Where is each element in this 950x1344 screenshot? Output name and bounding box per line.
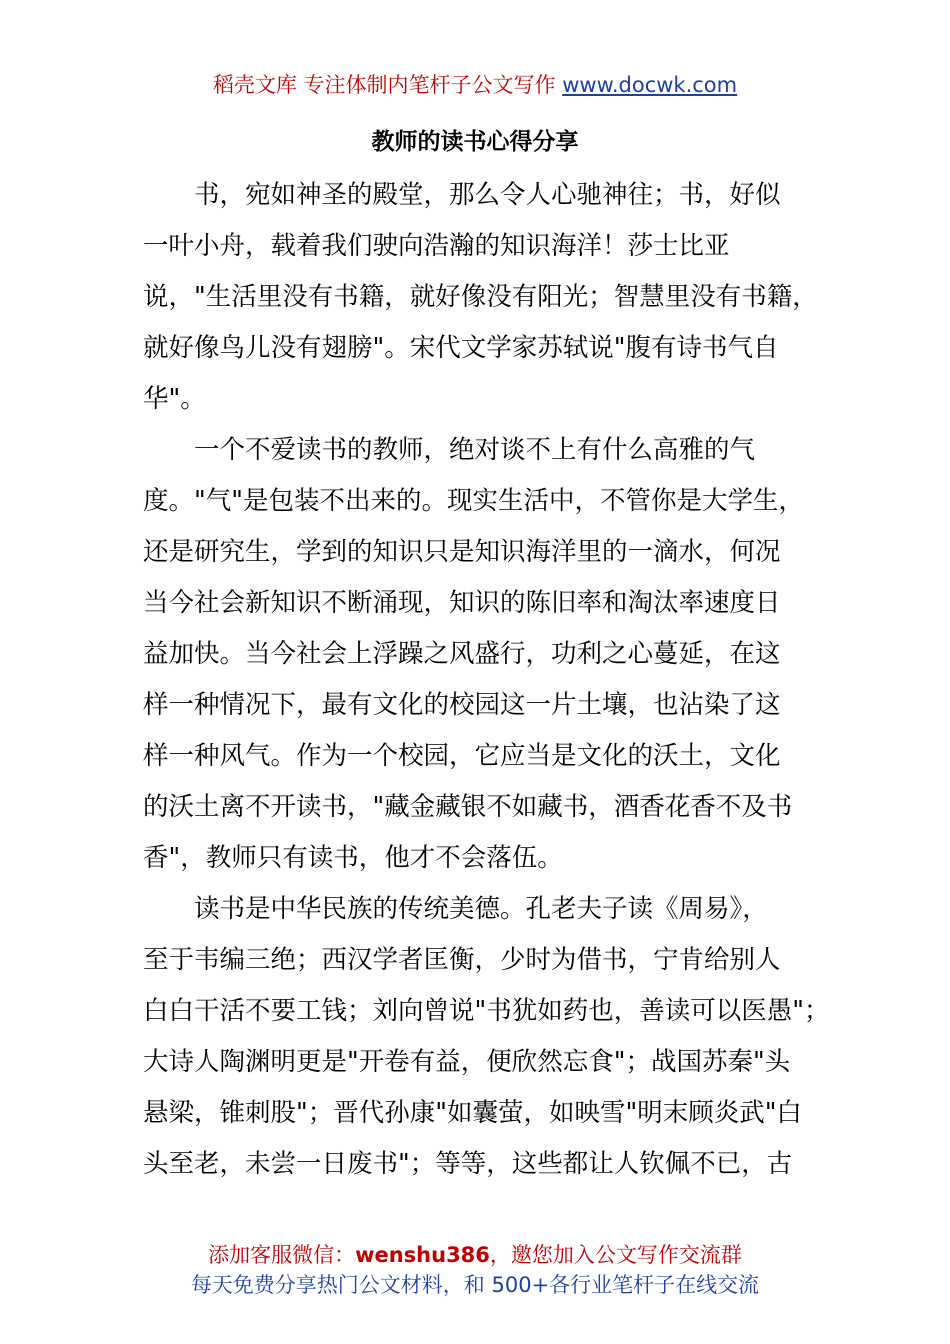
text-line: 读书是中华民族的传统美德。孔老夫子读《周易》， (143, 894, 768, 924)
page-header (0, 70, 950, 100)
paragraph-3 (143, 884, 833, 1190)
text-line: 还是研究生，学到的知识只是知识海洋里的一滴水，何况 (143, 537, 781, 567)
text-line: 样一种风气。作为一个校园，它应当是文化的沃土，文化 (143, 741, 781, 771)
footer-wechat-id: wenshu386 (355, 1243, 490, 1267)
text-line: 样一种情况下，最有文化的校园这一片土壤，也沾染了这 (143, 690, 781, 720)
paragraph-2 (143, 425, 833, 884)
text-line: 当今社会新知识不断涌现，知识的陈旧率和淘汰率速度日 (143, 588, 781, 618)
text-line: 一个不爱读书的教师，绝对谈不上有什么高雅的气 (143, 435, 756, 465)
footer-contact-line (0, 1240, 950, 1270)
text-line: 头至老，未尝一日废书"；等等，这些都让人钦佩不已，古 (143, 1149, 793, 1179)
text-line: 悬梁，锥刺股"；晋代孙康"如囊萤，如映雪"明末顾炎武"白 (143, 1098, 802, 1128)
footer-promo-line: 每天免费分享热门公文材料，和 500+各行业笔杆子在线交流 (190, 1273, 760, 1297)
text-line: 大诗人陶渊明更是"开卷有益，便欣然忘食"；战国苏秦"头 (143, 1047, 791, 1077)
text-line: 的沃土离不开读书，"藏金藏银不如藏书，酒香花香不及书 (143, 792, 793, 822)
document-body (143, 170, 833, 1190)
text-line: 华"。 (143, 384, 206, 414)
document-title: 教师的读书心得分享 (371, 129, 579, 155)
header-website-link[interactable]: www.docwk.com (562, 73, 738, 97)
text-line: 白白干活不要工钱；刘向曾说"书犹如药也，善读可以医愚"； (143, 996, 830, 1026)
text-line: 书，宛如神圣的殿堂，那么令人心驰神往；书，好似 (143, 180, 781, 210)
header-brand-text: 稻壳文库 专注体制内笔杆子公文写作 (212, 73, 556, 97)
paragraph-1 (143, 170, 833, 425)
text-line: 至于韦编三绝；西汉学者匡衡，少时为借书，宁肯给别人 (143, 945, 781, 975)
footer-contact-prefix: 添加客服微信： (208, 1243, 356, 1267)
footer-contact-suffix: ，邀您加入公文写作交流群 (489, 1243, 742, 1267)
text-line: 就好像鸟儿没有翅膀"。宋代文学家苏轼说"腹有诗书气自 (143, 333, 779, 363)
page-footer (0, 1240, 950, 1300)
text-line: 一叶小舟，载着我们驶向浩瀚的知识海洋！莎士比亚 (143, 231, 730, 261)
text-line: 说，"生活里没有书籍，就好像没有阳光；智慧里没有书籍， (143, 282, 818, 312)
text-line: 度。"气"是包装不出来的。现实生活中，不管你是大学生， (143, 486, 804, 516)
text-line: 香"，教师只有读书，他才不会落伍。 (143, 843, 563, 873)
text-line: 益加快。当今社会上浮躁之风盛行，功利之心蔓延，在这 (143, 639, 781, 669)
